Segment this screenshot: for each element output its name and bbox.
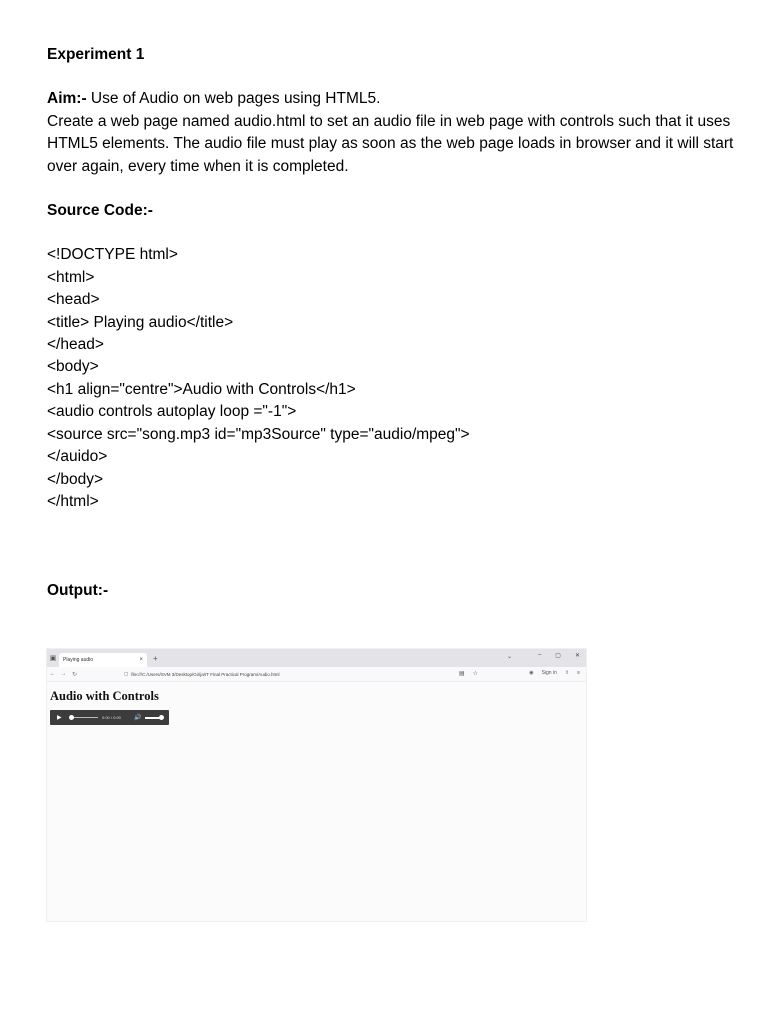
- back-icon[interactable]: ←: [49, 671, 56, 677]
- aim-text: Use of Audio on web pages using HTML5.: [86, 90, 381, 108]
- source-code-heading: Source Code:-: [47, 202, 153, 220]
- code-line: </auido>: [47, 448, 108, 466]
- address-bar[interactable]: [124, 671, 279, 677]
- volume-thumb[interactable]: [159, 715, 164, 720]
- account-icon[interactable]: ◉: [529, 670, 534, 676]
- tab-title: Playing audio: [63, 656, 94, 663]
- address-bar-icons: [459, 670, 478, 677]
- restore-icon[interactable]: ▢: [555, 653, 561, 659]
- code-line: <title> Playing audio</title>: [47, 313, 234, 331]
- browser-nav-bar: [47, 667, 586, 682]
- aim-line: [47, 88, 737, 110]
- seek-thumb[interactable]: [69, 715, 74, 720]
- player-time: 0:00 / 0:00: [102, 715, 121, 720]
- reader-view-icon[interactable]: ▤: [459, 671, 465, 677]
- code-line: <html>: [47, 268, 95, 286]
- code-line: <body>: [47, 358, 99, 376]
- url-text: file:///C:/Users/SVM 3/Desktop/Girija/IT Final Practical Program/Audio.html: [131, 671, 280, 677]
- menu-icon[interactable]: ≡: [577, 670, 580, 676]
- forward-icon[interactable]: →: [60, 671, 67, 677]
- aim-label: Aim:-: [47, 90, 87, 108]
- aim-section: [47, 88, 737, 178]
- experiment-title: Experiment 1: [47, 46, 145, 63]
- minimize-icon[interactable]: –: [537, 652, 542, 658]
- browser-screenshot: [46, 648, 587, 922]
- bookmark-star-icon[interactable]: ☆: [472, 671, 479, 677]
- chevron-down-icon[interactable]: ⌄: [506, 654, 512, 660]
- seek-track[interactable]: [70, 717, 98, 718]
- output-heading: Output:-: [47, 582, 109, 599]
- tab-close-icon[interactable]: ×: [139, 656, 143, 663]
- share-icon[interactable]: ⇪: [564, 670, 570, 676]
- file-icon: ▢: [124, 671, 129, 676]
- close-icon[interactable]: ✕: [574, 653, 580, 659]
- play-icon[interactable]: ▶: [57, 715, 62, 721]
- document-page: [47, 44, 737, 513]
- code-block: [47, 244, 737, 513]
- code-line: </html>: [47, 492, 99, 510]
- reload-icon[interactable]: ↻: [71, 671, 78, 678]
- volume-icon[interactable]: 🔊: [134, 715, 142, 721]
- new-tab-icon[interactable]: +: [153, 653, 158, 663]
- tab-list-icon[interactable]: ▣: [49, 655, 57, 662]
- window-controls: [538, 652, 580, 659]
- sign-in-label[interactable]: Sign in: [541, 670, 557, 676]
- code-line: <audio controls autoplay loop ="-1">: [47, 403, 297, 421]
- browser-tab[interactable]: [59, 653, 147, 667]
- code-line: <source src="song.mp3 id="mp3Source" type="audio/mpeg">: [47, 425, 470, 443]
- code-line: <!DOCTYPE html>: [47, 246, 178, 264]
- code-line: </body>: [47, 470, 104, 488]
- code-line: <h1 align="centre">Audio with Controls</h1>: [47, 380, 356, 398]
- audio-player: [50, 710, 169, 725]
- aim-description: Create a web page named audio.html to set an audio file in web page with controls such that it uses HTML5 elements. The audio file must play as soon as the web page loads in browser and it will start over again, every time when it is completed.: [47, 112, 734, 175]
- browser-tab-bar: [47, 649, 586, 667]
- code-line: <head>: [47, 291, 100, 309]
- page-heading: Audio with Controls: [50, 689, 159, 703]
- toolbar-right: [529, 670, 580, 676]
- code-line: </head>: [47, 336, 104, 354]
